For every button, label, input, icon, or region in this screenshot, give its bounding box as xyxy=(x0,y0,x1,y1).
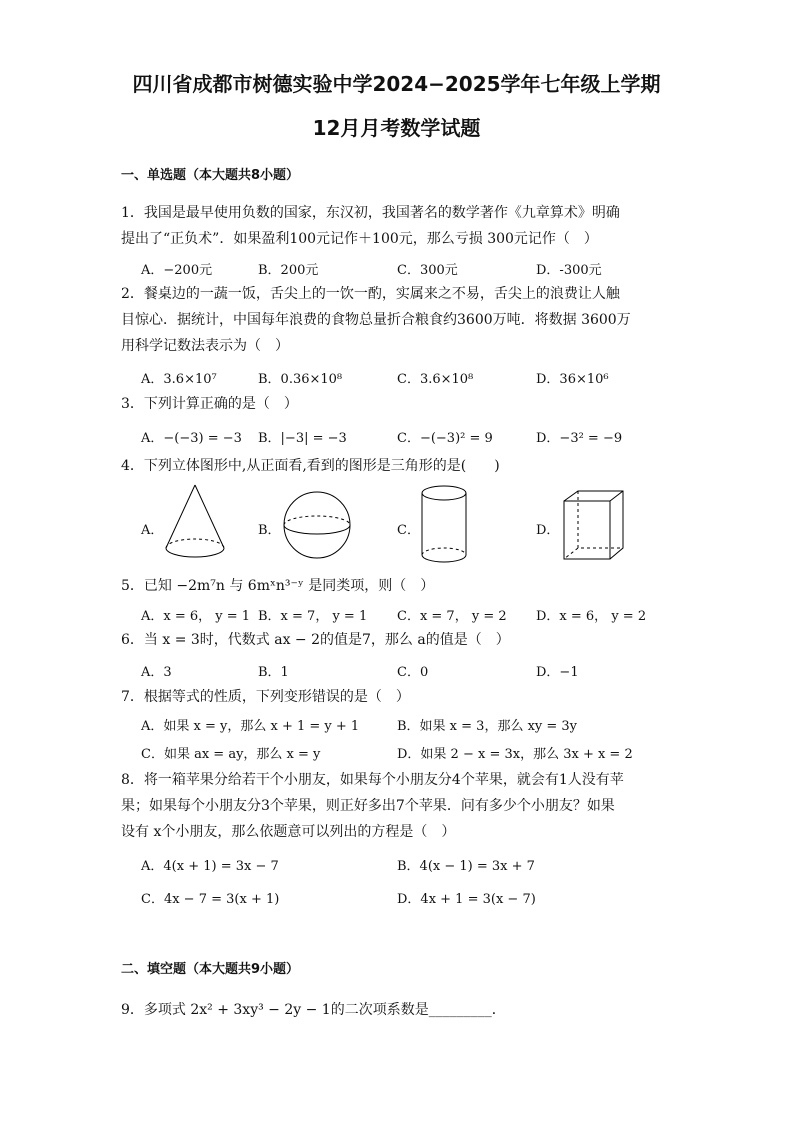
q1-option-a[interactable]: A．−200元 xyxy=(141,263,213,278)
cone-icon xyxy=(160,482,230,562)
q8-option-a[interactable]: A．4(x + 1) = 3x − 7 xyxy=(141,859,279,874)
q1-option-d[interactable]: D．-300元 xyxy=(536,263,602,278)
page-title-line2: 12月月考数学试题 xyxy=(312,116,481,140)
q8-option-b[interactable]: B．4(x − 1) = 3x + 7 xyxy=(397,859,535,874)
question-3-stem xyxy=(121,391,673,417)
question-line: 5．已知 −2m⁷n 与 6mˣn³⁻ʸ 是同类项，则（ ） xyxy=(121,578,435,594)
question-line: 4．下列立体图形中,从正面看,看到的图形是三角形的是( ) xyxy=(121,458,500,474)
question-7-stem xyxy=(121,684,673,710)
question-line: 6．当 x = 3时，代数式 ax − 2的值是7，那么 a的值是（ ） xyxy=(121,632,510,648)
page-title-line1: 四川省成都市树德实验中学2024−2025学年七年级上学期 xyxy=(132,72,661,96)
q2-option-b[interactable]: B．0.36×10⁸ xyxy=(258,372,343,387)
q7-option-b[interactable]: B．如果 x = 3，那么 xy = 3y xyxy=(397,719,578,734)
q6-option-a[interactable]: A．3 xyxy=(141,665,172,680)
question-8-stem xyxy=(121,767,673,845)
cylinder-icon xyxy=(418,483,470,567)
q2-option-c[interactable]: C．3.6×10⁸ xyxy=(397,372,474,387)
question-line: 2．餐桌边的一蔬一饭，舌尖上的一饮一酌，实属来之不易，舌尖上的浪费让人触 xyxy=(121,286,620,302)
question-line: 提出了“正负术”．如果盈利100元记作＋100元，那么亏损 300元记作（ ） xyxy=(121,231,598,247)
question-5-stem xyxy=(121,573,673,599)
q4-option-d[interactable]: D． xyxy=(536,523,560,538)
q5-option-a[interactable]: A．x = 6， y = 1 xyxy=(141,609,251,624)
question-line: 目惊心．据统计，中国每年浪费的食物总量折合粮食约3600万吨．将数据 3600万 xyxy=(121,312,631,328)
section-heading-fill-blank: 二、填空题（本大题共9小题） xyxy=(121,962,300,977)
q3-option-b[interactable]: B．|−3| = −3 xyxy=(258,431,347,446)
sphere-icon xyxy=(281,489,353,561)
q7-option-a[interactable]: A．如果 x = y，那么 x + 1 = y + 1 xyxy=(141,719,360,734)
question-6-stem xyxy=(121,627,673,653)
q2-option-a[interactable]: A．3.6×10⁷ xyxy=(141,372,217,387)
q7-option-d[interactable]: D．如果 2 − x = 3x，那么 3x + x = 2 xyxy=(397,747,633,762)
q1-option-c[interactable]: C．300元 xyxy=(397,263,458,278)
q8-option-c[interactable]: C．4x − 7 = 3(x + 1) xyxy=(141,892,280,907)
question-line: 8．将一箱苹果分给若干个小朋友，如果每个小朋友分4个苹果，就会有1人没有苹 xyxy=(121,772,624,788)
q4-option-b[interactable]: B． xyxy=(258,523,281,538)
q6-option-b[interactable]: B．1 xyxy=(258,665,289,680)
q4-option-c[interactable]: C． xyxy=(397,523,420,538)
q5-option-d[interactable]: D．x = 6， y = 2 xyxy=(536,609,647,624)
question-line: 果；如果每个小朋友分3个苹果，则正好多出7个苹果．问有多少个小朋友？如果 xyxy=(121,798,615,814)
question-line: 9．多项式 2x² + 3xy³ − 2y − 1的二次项系数是_________． xyxy=(121,1002,506,1018)
question-line: 3．下列计算正确的是（ ） xyxy=(121,396,298,412)
q5-option-c[interactable]: C．x = 7， y = 2 xyxy=(397,609,507,624)
q6-option-c[interactable]: C．0 xyxy=(397,665,429,680)
question-line: 7．根据等式的性质，下列变形错误的是（ ） xyxy=(121,689,410,705)
q5-option-b[interactable]: B．x = 7， y = 1 xyxy=(258,609,368,624)
q3-option-c[interactable]: C．−(−3)² = 9 xyxy=(397,431,493,446)
q2-option-d[interactable]: D．36×10⁶ xyxy=(536,372,609,387)
question-9-stem xyxy=(121,997,673,1023)
q3-option-a[interactable]: A．−(−3) = −3 xyxy=(141,431,242,446)
q3-option-d[interactable]: D．−3² = −9 xyxy=(536,431,623,446)
q7-option-c[interactable]: C．如果 ax = ay，那么 x = y xyxy=(141,747,321,762)
question-1-stem xyxy=(121,200,673,252)
question-2-stem xyxy=(121,281,673,359)
cuboid-icon xyxy=(559,488,629,564)
question-line: 用科学记数法表示为（ ） xyxy=(121,338,289,354)
q1-option-b[interactable]: B．200元 xyxy=(258,263,319,278)
question-4-stem xyxy=(121,453,673,479)
q4-option-a[interactable]: A． xyxy=(141,523,164,538)
section-heading-single-choice: 一、单选题（本大题共8小题） xyxy=(121,168,300,183)
q8-option-d[interactable]: D．4x + 1 = 3(x − 7) xyxy=(397,892,536,907)
q6-option-d[interactable]: D．−1 xyxy=(536,665,579,680)
question-line: 设有 x个小朋友，那么依题意可以列出的方程是（ ） xyxy=(121,824,456,840)
question-line: 1．我国是最早使用负数的国家，东汉初，我国著名的数学著作《九章算术》明确 xyxy=(121,205,620,221)
